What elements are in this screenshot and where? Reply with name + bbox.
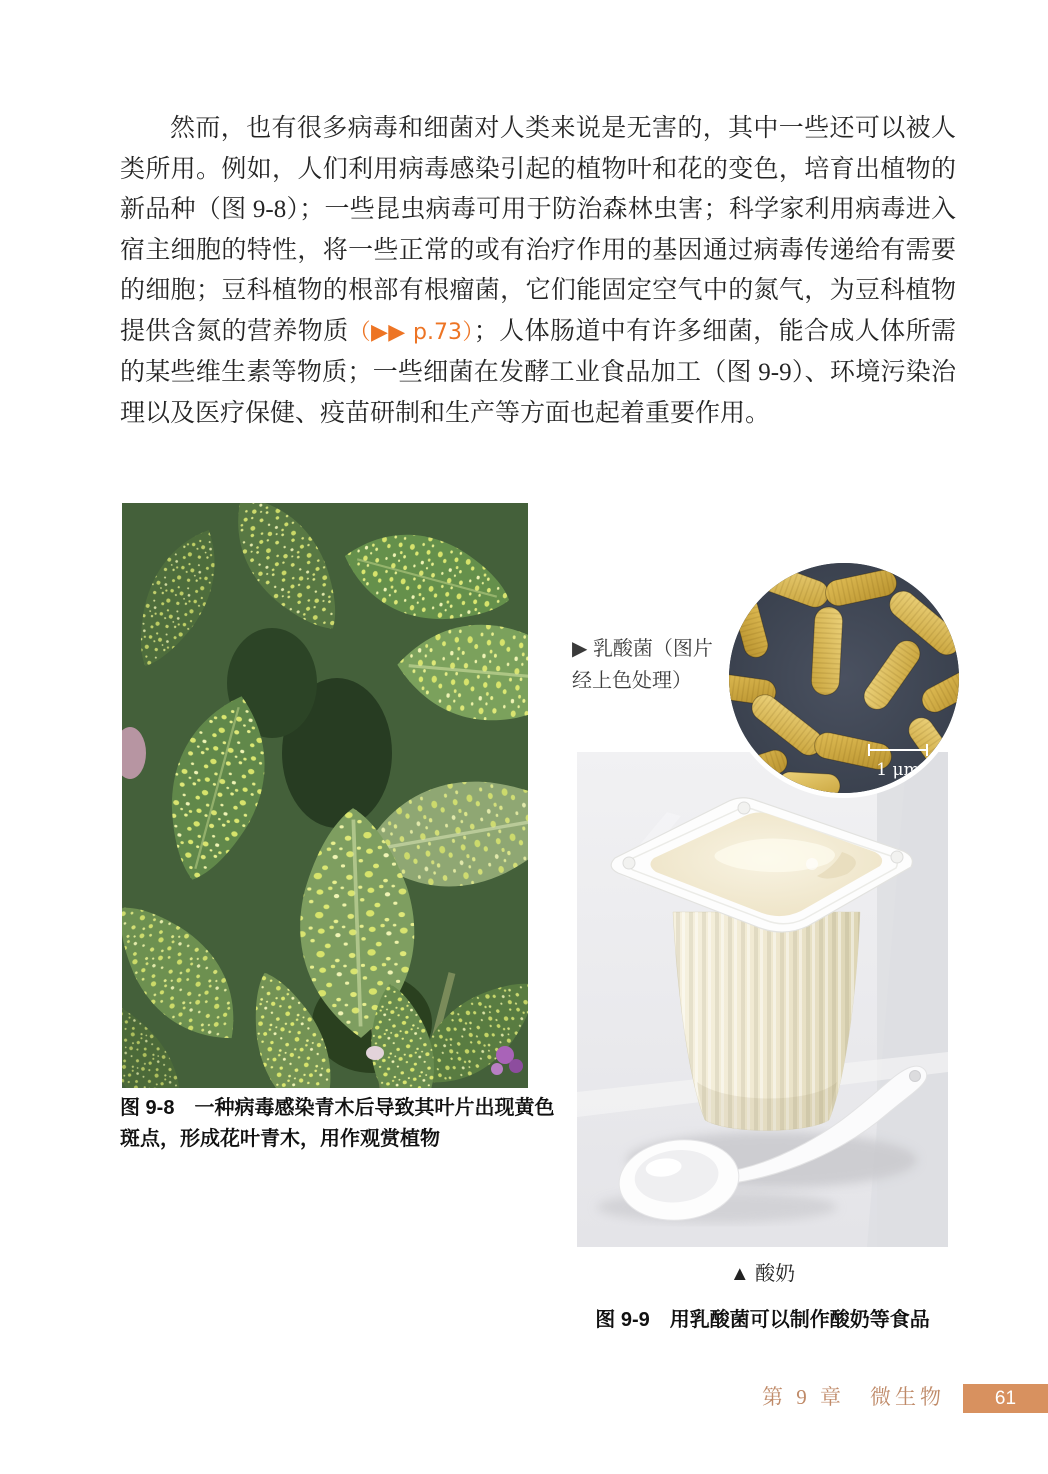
bacteria-inset-photo: [724, 558, 964, 798]
figure-9-8-caption: 图 9-8 一种病毒感染青木后导致其叶片出现黄色斑点，形成花叶青木，用作观赏植物: [120, 1097, 555, 1150]
bacteria-caption-line1: ▶ 乳酸菌（图片: [572, 638, 713, 660]
bacteria-caption: [572, 633, 742, 697]
body-text-part1: 然而，也有很多病毒和细菌对人类来说是无害的，其中一些还可以被人类所用。例如，人们利用病毒感染引起的植物叶和花的变色，培育出植物的新品种（图 9-8）；一些昆虫病毒可用于防治森林虫害；科学家利用病毒进入宿主细胞的特性，将一些正常的或有治疗作用的基因通过病毒传递给有需要的细胞；豆科植物的根部有根瘤菌，它们能固定空气中的氮气，为豆科植物提供含氮的营养物质: [120, 115, 956, 345]
body-paragraph: [120, 109, 956, 434]
leaf-photo-illustration: [122, 503, 528, 1088]
cross-reference-link[interactable]: （▶▶ p.73）: [348, 319, 474, 345]
footer-chapter-title: 第 9 章 微生物: [762, 1385, 945, 1409]
figure-9-9-photo: [577, 752, 948, 1247]
flower-bud: [366, 1046, 384, 1060]
page-number-badge: 61: [963, 1384, 1048, 1413]
figure-9-8-photo: [122, 503, 528, 1088]
bacteria-caption-line2: 经上色处理）: [572, 670, 692, 692]
bacteria-illustration: [729, 563, 959, 793]
yogurt-photo-illustration: [577, 752, 948, 1247]
scale-label: 1 μm: [876, 760, 920, 780]
yogurt-photo-label: ▲ 酸奶: [729, 1263, 796, 1285]
body-text-part2: ；人体肠道中有许多细菌，能合成人体所需的某些维生素等物质；一些细菌在发酵工业食品加工（图 9-9）、环境污染治理以及医疗保健、疫苗研制和生产等方面也起着重要作用。: [120, 317, 956, 427]
figure-9-9-caption: 图 9-9 用乳酸菌可以制作酸奶等食品: [595, 1309, 930, 1331]
